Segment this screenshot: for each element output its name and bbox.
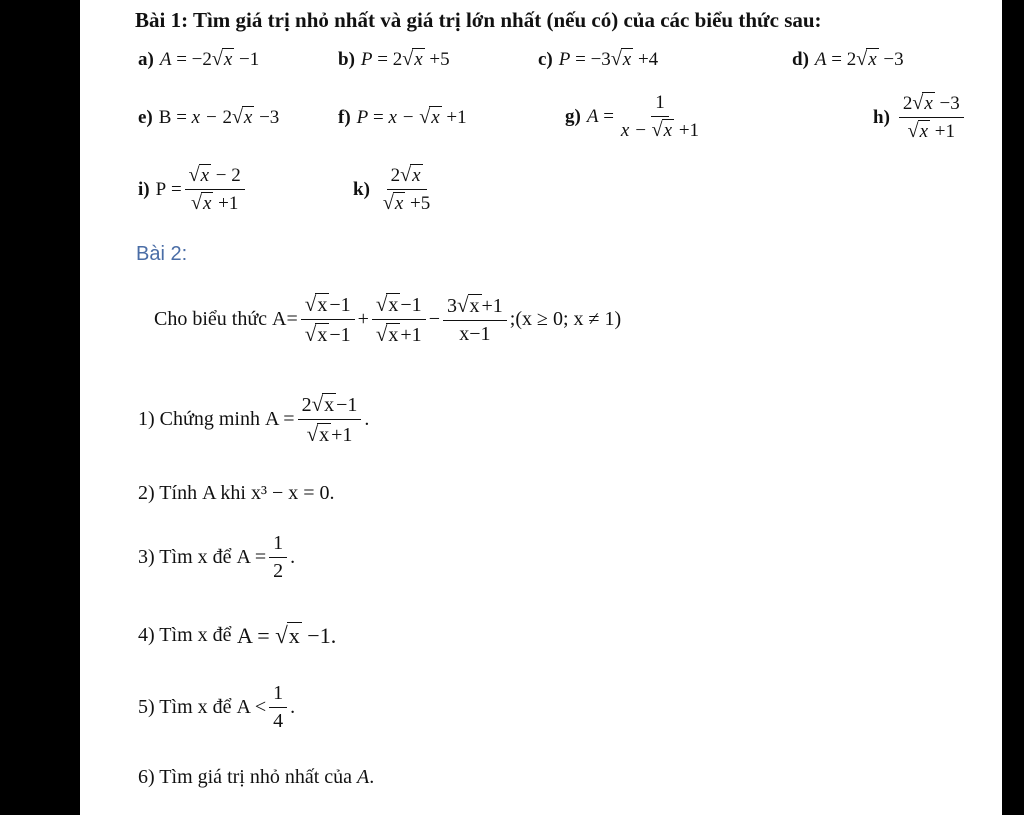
item-b: b) P = 2 √x +5 — [338, 48, 450, 70]
item-k: k) $\frac{2√x}{√x +5}$ — [353, 164, 431, 214]
question-2: 2) Tính A khi x³ − x = 0. — [138, 482, 335, 504]
exercise-2-title: Bài 2: — [136, 243, 188, 265]
exercise-1-title: Bài 1: Tìm giá trị nhỏ nhất và giá trị lớn nhất (nếu có) của các biểu thức sau: — [135, 8, 822, 32]
question-5: 5) Tìm x để A < $\frac{1}{4}$ . — [138, 682, 296, 732]
question-6: 6) Tìm giá trị nhỏ nhất của A . — [138, 766, 375, 788]
item-g: g) A = $\frac{1}{x - √x +1}$ — [565, 92, 700, 141]
item-c: c) P = −3 √x +4 — [538, 48, 659, 70]
item-e: e) B = x − 2 √x −3 — [138, 106, 280, 128]
item-f: f) P = x − √x +1 — [338, 106, 467, 128]
question-1: 1) Chứng minh A = $\frac{2√x -1}{√x +1}$ . — [138, 392, 370, 446]
item-d: d) A = 2 √x −3 — [792, 48, 904, 70]
item-a: a) A = −2 √x −1 — [138, 48, 260, 70]
question-4: 4) Tìm x để A = √x −1 . — [138, 622, 337, 648]
document-page — [80, 0, 1002, 815]
item-h: h) $\frac{2√x -3}{√x +1}$ — [873, 92, 967, 143]
item-i: i) P = $\frac{√x - 2}{√x +1}$ — [138, 164, 248, 215]
question-3: 3) Tìm x để A = $\frac{1}{2}$ . — [138, 532, 296, 582]
main-expression: Cho biểu thức A = $\frac{√x -1}{√x -1}$ + $\frac{√x -1}{√x +1}$ − $\frac{3√x +1}{x-1}$ ;(x ≥ 0; x ≠ 1) — [154, 292, 622, 346]
